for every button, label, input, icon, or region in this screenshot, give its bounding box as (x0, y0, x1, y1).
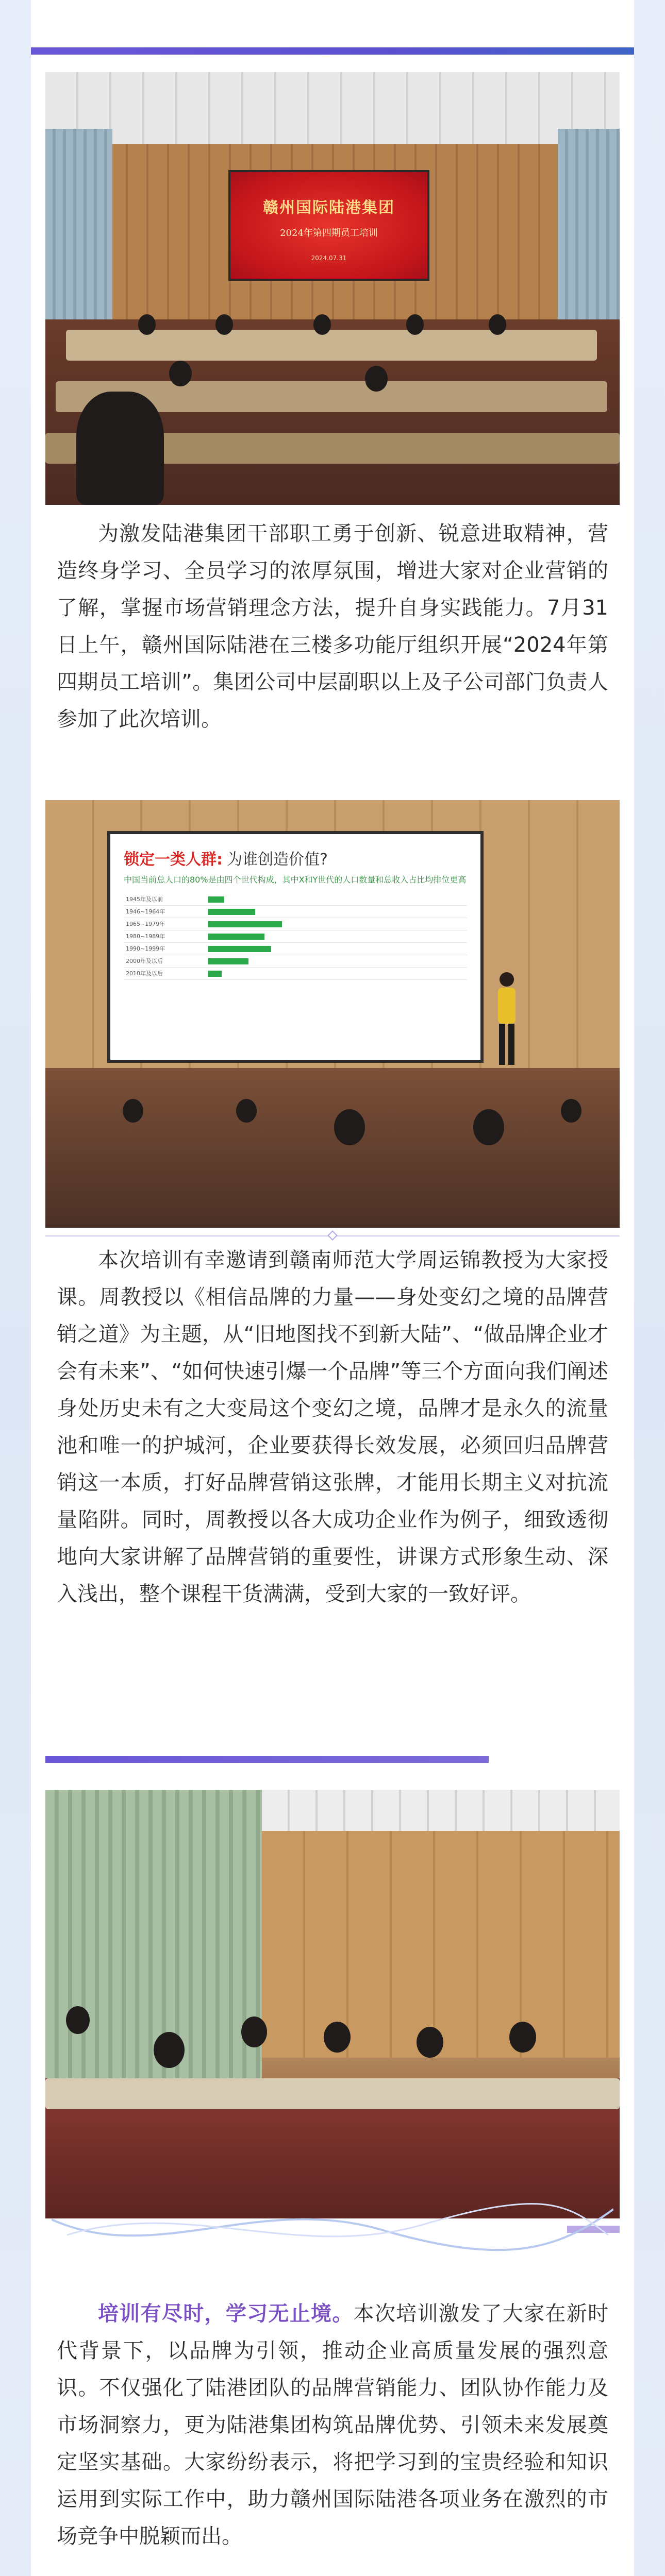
screen-date: 2024.07.31 (311, 255, 347, 262)
slide-row-label: 1980~1989年 (124, 930, 206, 942)
attendee (365, 366, 388, 392)
slide-table-row (124, 930, 467, 942)
attendee (241, 2016, 267, 2047)
speaker-figure (494, 970, 520, 1068)
slide-row-label: 1965~1979年 (124, 918, 206, 930)
lecture-slide-photo (45, 800, 620, 1228)
attendee (313, 314, 331, 335)
slide-row-bar-cell (206, 930, 467, 942)
screen-subtitle: 2024年第四期员工培训 (280, 228, 378, 239)
slide-row-bar-cell (206, 893, 467, 905)
audience-area (45, 1068, 620, 1228)
photo-accent-bar (45, 1756, 489, 1763)
slide-row-bar (208, 909, 255, 915)
slide-row-bar (208, 934, 264, 940)
ceiling (262, 1790, 620, 1831)
slide-row-bar-cell (206, 918, 467, 930)
attendee (123, 1099, 143, 1123)
conclusion-paragraph (57, 2295, 608, 2555)
slide-table-row (124, 918, 467, 930)
slide-title (124, 846, 467, 869)
lecture-paragraph: 本次培训有幸邀请到赣南师范大学周运锦教授为大家授课。周教授以《相信品牌的力量——身处变幻之境的品牌营销之道》为主题，从“旧地图找不到新大陆”、“做品牌企业才会有未来”、“如何快速引爆一个品牌”等三个方面向我们阐述身处历史未有之大变局这个变幻之境，品牌才是永久的流量池和唯一的护城河，企业要获得长效发展，必须回归品牌营销这一本质，打好品牌营销这张牌，才能用长期主义对抗流量陷阱。同时，周教授以各大成功企业作为例子，细致透彻地向大家讲解了品牌营销的重要性，讲课方式形象生动、深入浅出，整个课程干货满满，受到大家的一致好评。 (57, 1248, 608, 1606)
slide-title-main: 锁定一类人群: (124, 851, 223, 869)
slide-row-label: 1946~1964年 (124, 905, 206, 918)
slide-row-bar (208, 896, 224, 903)
attendee (334, 1109, 365, 1145)
slide-table-row (124, 955, 467, 967)
attendee-foreground (76, 392, 164, 505)
highlight-text: 培训有尽时，学习无止境。 (98, 2302, 354, 2326)
attendee (215, 314, 233, 335)
slide-row-bar-cell (206, 942, 467, 955)
slide-row-bar (208, 946, 271, 952)
attendee (406, 314, 424, 335)
attendee (417, 2027, 443, 2058)
attendee (473, 1109, 504, 1145)
top-accent-bar (31, 47, 634, 55)
curtain-right (558, 129, 620, 345)
decorative-wave (52, 2189, 613, 2261)
attendee (236, 1099, 257, 1123)
slide-table (124, 893, 467, 980)
attendee (66, 2006, 90, 2034)
slide-table-row (124, 942, 467, 955)
audience-photo (45, 1790, 620, 2218)
slide-row-bar-cell (206, 955, 467, 967)
desk-row (45, 2078, 620, 2109)
slide-row-label: 2000年及以后 (124, 955, 206, 967)
curtain-left (45, 129, 112, 345)
attendee (138, 314, 156, 335)
slide-row-bar (208, 971, 222, 977)
intro-paragraph: 为激发陆港集团干部职工勇于创新、锐意进取精神，营造终身学习、全员学习的浓厚氛围，增进大家对企业营销的了解，掌握市场营销理念方法，提升自身实践能力。7月31日上午，赣州国际陆港在三楼多功能厅组织开展“2024年第四期员工培训”。集团公司中层副职以上及子公司部门负责人参加了此次培训。 (57, 522, 608, 731)
attendee (509, 2022, 536, 2053)
attendee (169, 361, 192, 386)
slide-row-label: 1990~1999年 (124, 942, 206, 955)
attendee (561, 1099, 581, 1123)
slide-title-suffix: 为谁创造价值? (227, 851, 328, 869)
slide-row-label: 2010年及以后 (124, 967, 206, 979)
slide-row-bar-cell (206, 967, 467, 979)
slide-row-label: 1945年及以前 (124, 893, 206, 905)
wood-wall (262, 1831, 620, 2058)
screen-title: 赣州国际陆港集团 (263, 199, 395, 217)
presentation-slide (107, 831, 484, 1063)
slide-row-bar (208, 958, 248, 964)
slide-table-row (124, 967, 467, 979)
slide-row-bar-cell (206, 905, 467, 918)
ceiling (45, 72, 620, 144)
slide-row-bar (208, 921, 282, 927)
attendee (489, 314, 506, 335)
projection-screen (228, 170, 429, 281)
attendee (324, 2022, 351, 2053)
training-hall-photo (45, 72, 620, 505)
conclusion-text: 本次培训激发了大家在新时代背景下，以品牌为引领，推动企业高质量发展的强烈意识。不仅强化了陆港团队的品牌营销能力、团队协作能力及市场洞察力，更为陆港集团构筑品牌优势、引领未来发展奠定坚实基础。大家纷纷表示，将把学习到的宝贵经验和知识运用到实际工作中，助力赣州国际陆港各项业务在激烈的市场竞争中脱颖而出。 (57, 2302, 609, 2548)
slide-table-row (124, 893, 467, 905)
attendee (154, 2032, 185, 2068)
slide-table-row (124, 905, 467, 918)
slide-subtitle: 中国当前总人口的80%是由四个世代构成，其中X和Y世代的人口数量和总收入占比均排位更高 (124, 875, 467, 885)
